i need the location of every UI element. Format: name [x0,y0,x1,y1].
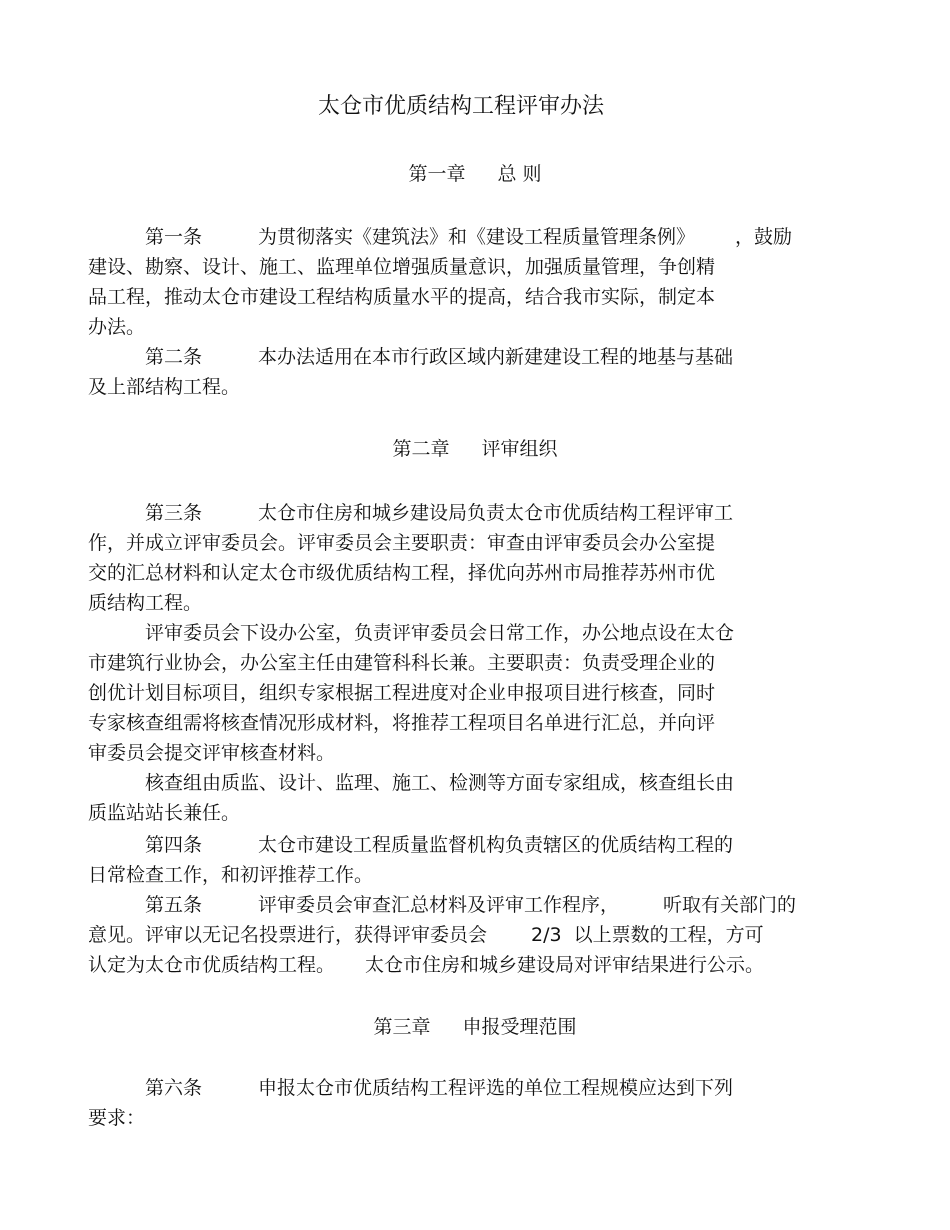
article-4-line-2: 日常检查工作，和初评推荐工作。 [88,864,374,886]
article-1-line-2: 建设、勘察、设计、施工、监理单位增强质量意识，加强质量管理，争创精 [88,256,716,278]
article-5-line-1 [145,890,925,920]
chapter-heading-3 [0,1013,950,1041]
article-heading: 第五条 [145,894,203,916]
chapter-number: 第一章 [408,163,466,185]
office-paragraph-line-2: 市建筑行业协会，办公室主任由建管科科长兼。主要职责：负责受理企业的 [88,652,716,674]
office-paragraph-line-3: 创优计划目标项目，组织专家根据工程进度对企业申报项目进行核查，同时 [88,682,716,704]
article-heading: 第六条 [145,1077,203,1099]
article-6-line-1 [145,1073,925,1103]
article-heading: 第二条 [145,346,203,368]
office-paragraph-line-5: 审委员会提交评审核查材料。 [88,742,336,764]
article-text: 认定为太仓市优质结构工程。 [88,954,336,976]
article-text: 以上票数的工程，方可 [573,924,764,946]
article-2-line-1 [145,342,925,372]
article-2-line-2: 及上部结构工程。 [88,376,241,398]
chapter-name: 评审组织 [481,438,558,460]
article-text: 申报太仓市优质结构工程评选的单位工程规模应达到下列 [258,1077,734,1099]
office-paragraph-line-4: 专家核查组需将核查情况形成材料，将推荐工程项目名单进行汇总，并向评 [88,712,716,734]
chapter-number: 第二章 [392,438,450,460]
article-3-line-4: 质结构工程。 [88,592,203,614]
article-text: 评审委员会审查汇总材料及评审工作程序， [258,894,620,916]
article-text: 太仓市住房和城乡建设局对评审结果进行公示。 [365,954,765,976]
article-5-line-2 [88,920,868,950]
chapter-name: 申报受理范围 [462,1016,577,1038]
office-paragraph-line-1: 评审委员会下设办公室，负责评审委员会日常工作，办公地点设在太仓 [145,622,735,644]
article-text: 意见。评审以无记名投票进行，获得评审委员会 [88,924,488,946]
article-3-line-1 [145,498,925,528]
article-heading: 第三条 [145,502,203,524]
article-5-line-3 [88,950,868,980]
article-text: 听取有关部门的 [663,894,797,916]
article-6-line-2: 要求： [88,1107,146,1129]
article-text: 为贯彻落实《建筑法》和《建设工程质量管理条例》 [258,226,696,248]
article-1-line-1 [145,222,925,252]
article-text: 本办法适用在本市行政区域内新建建设工程的地基与基础 [258,346,734,368]
inspection-paragraph-line-1: 核查组由质监、设计、监理、施工、检测等方面专家组成，核查组长由 [145,772,735,794]
article-text: ，鼓励 [735,226,793,248]
document-title: 太仓市优质结构工程评审办法 [317,94,604,119]
article-1-line-3: 品工程，推动太仓市建设工程结构质量水平的提高，结合我市实际，制定本 [88,286,716,308]
article-3-line-3: 交的汇总材料和认定太仓市级优质结构工程，择优向苏州市局推荐苏州市优 [88,562,716,584]
inspection-paragraph-line-2: 质监站站长兼任。 [88,802,241,824]
chapter-name: 总 则 [497,163,542,185]
chapter-number: 第三章 [373,1016,431,1038]
chapter-heading-1 [0,160,950,188]
article-1-line-4: 办法。 [88,316,146,338]
article-4-line-1 [145,830,925,860]
article-3-line-2: 作，并成立评审委员会。评审委员会主要职责：审查由评审委员会办公室提 [88,532,716,554]
vote-ratio: 2/3 [531,924,562,946]
article-text: 太仓市住房和城乡建设局负责太仓市优质结构工程评审工 [258,502,734,524]
article-text: 太仓市建设工程质量监督机构负责辖区的优质结构工程的 [258,834,734,856]
chapter-heading-2 [0,435,950,463]
article-heading: 第一条 [145,226,203,248]
article-heading: 第四条 [145,834,203,856]
